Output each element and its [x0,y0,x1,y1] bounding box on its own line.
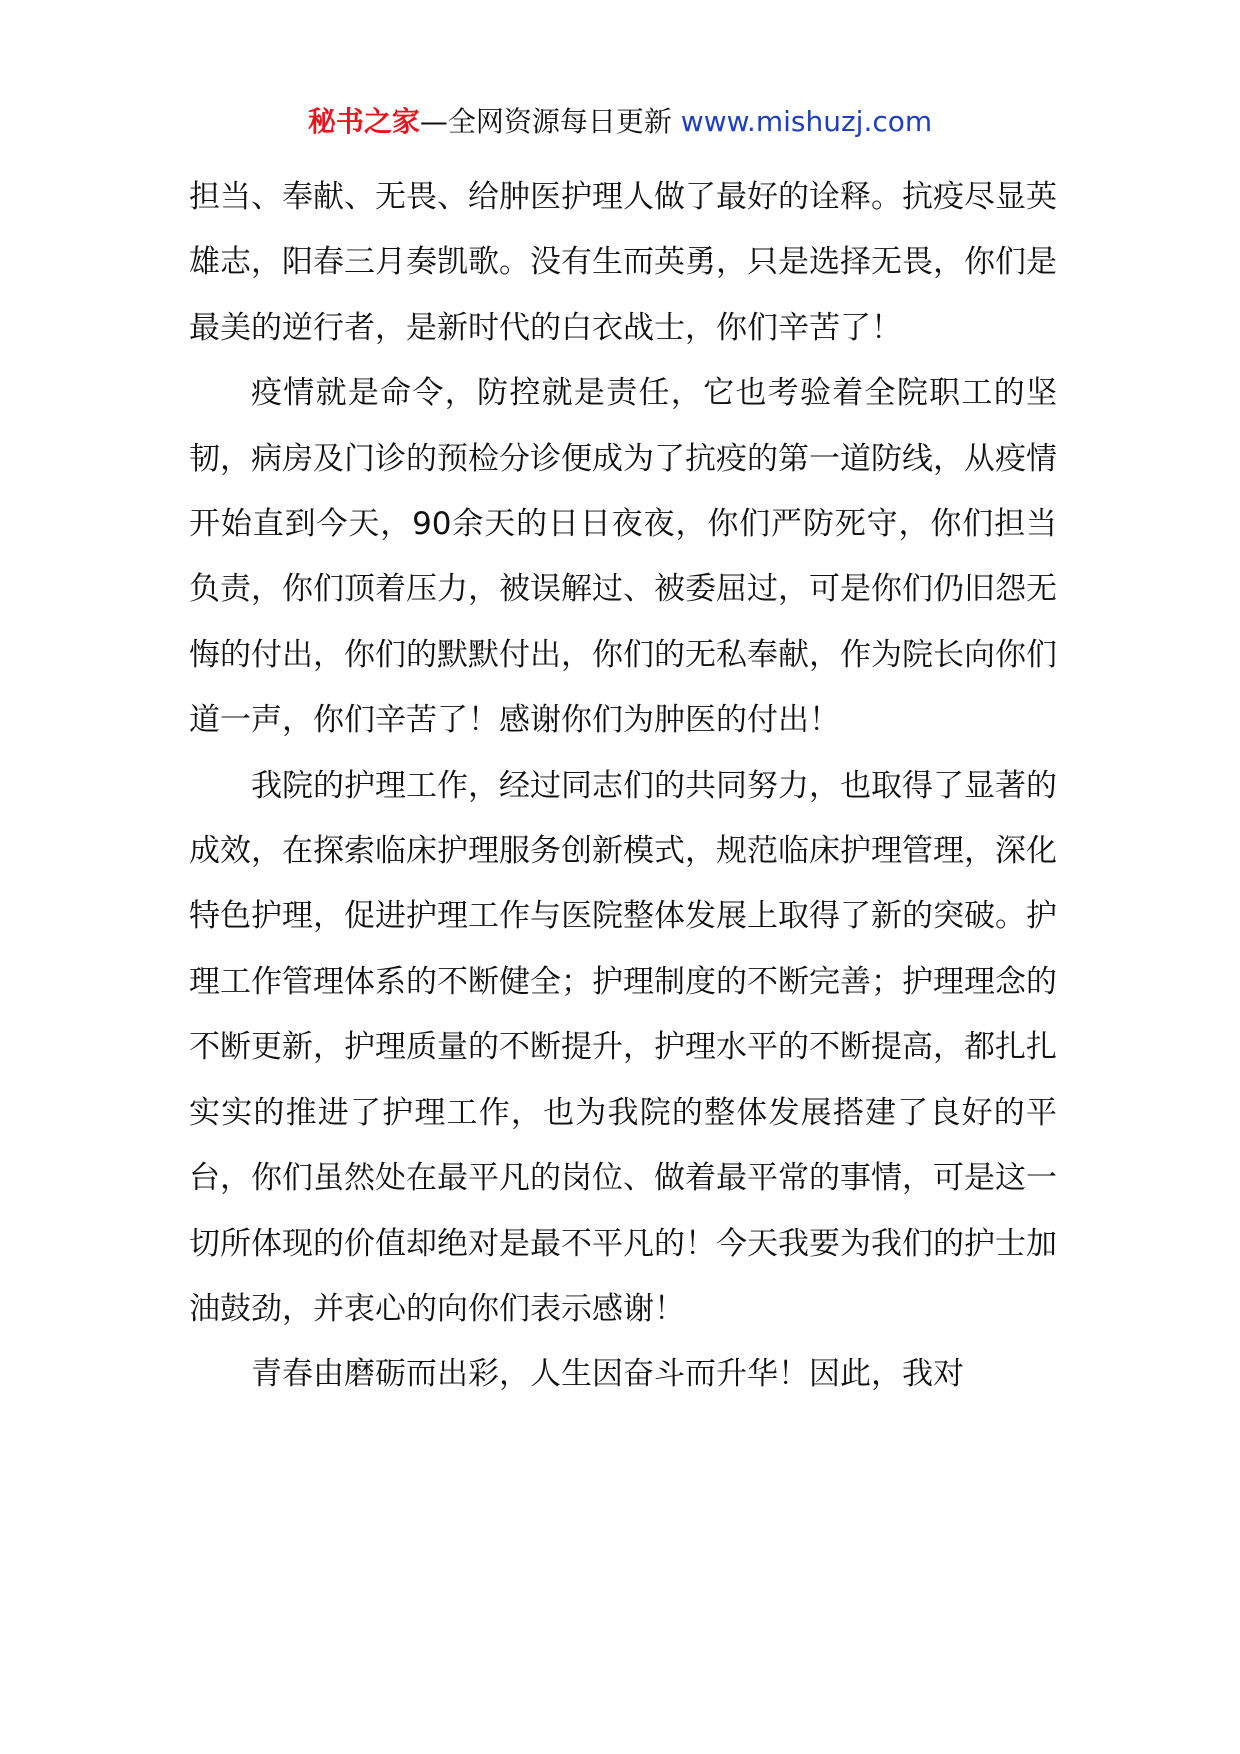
paragraph: 疫情就是命令，防控就是责任，它也考验着全院职工的坚韧，病房及门诊的预检分诊便成为了抗疫的第一道防线，从疫情开始直到今天，90余天的日日夜夜，你们严防死守，你们担当负责，你们顶着压力，被误解过、被委屈过，可是你们仍旧怨无悔的付出，你们的默默付出，你们的无私奉献，作为院长向你们道一声，你们辛苦了！感谢你们为肿医的付出！ [189,375,1057,739]
paragraph: 我院的护理工作，经过同志们的共同努力，也取得了显著的成效，在探索临床护理服务创新模式，规范临床护理管理，深化特色护理，促进护理工作与医院整体发展上取得了新的突破。护理工作管理体系的不断健全；护理制度的不断完善；护理理念的不断更新，护理质量的不断提升，护理水平的不断提高，都扎扎实实的推进了护理工作，也为我院的整体发展搭建了良好的平台，你们虽然处在最平凡的岗位、做着最平常的事情，可是这一切所体现的价值却绝对是最不平凡的！今天我要为我们的护士加油鼓劲，并衷心的向你们表示感谢！ [189,767,1057,1327]
header-url-link[interactable]: www.mishuzj.com [680,105,933,138]
header-brand: 秘书之家 [307,105,420,138]
page-header [0,102,1240,142]
paragraph-continuation: 担当、奉献、无畏、给肿医护理人做了最好的诠释。抗疫尽显英雄志，阳春三月奏凯歌。没有生而英勇，只是选择无畏，你们是最美的逆行者，是新时代的白衣战士，你们辛苦了！ [189,179,1057,346]
document-body [189,165,1057,1408]
header-tagline: —全网资源每日更新 [419,105,672,138]
paragraph: 青春由磨砺而出彩，人生因奋斗而升华！因此，我对 [251,1356,964,1393]
